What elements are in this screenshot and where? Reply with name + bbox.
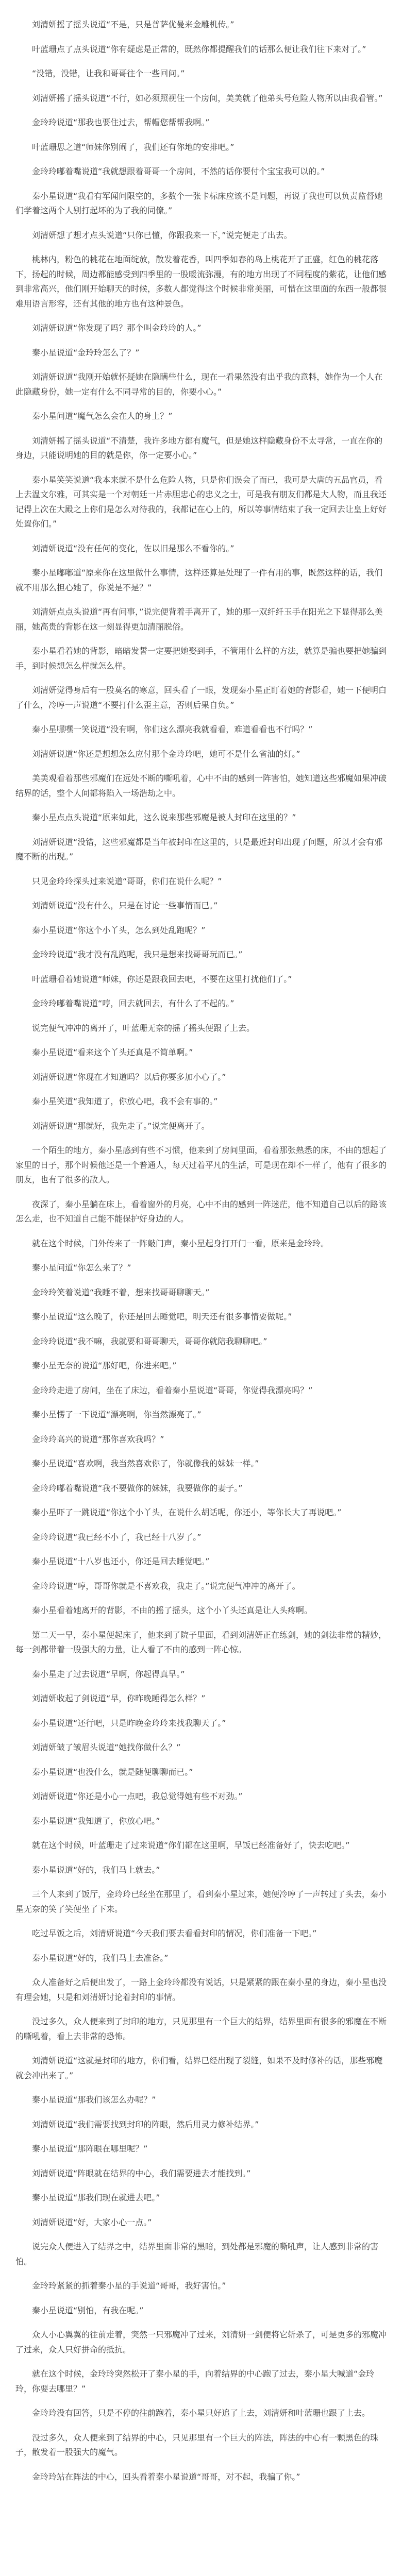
article-paragraph: 三个人来到了饭厅，金玲玲已经坐在那里了，看到秦小星过来，她便冷哼了一声转过了头去，秦小星无奈的笑了笑便坐了下来。 [15,1889,387,1914]
article-paragraph: 刘清妍说道“这就是封印的地方，你们看，结界已经出现了裂缝，如果不及时修补的话，那些邪魔就会冲出来了。” [15,2056,383,2080]
article-paragraph: 秦小星愣了一下说道“漂亮啊，你当然漂亮了。” [32,1410,202,1419]
article-paragraph: 叶蓝珊思之道“师妹你别闹了，我们还有你地的安排吧。” [32,142,234,152]
article-paragraph: 秦小星说道“十八岁也还小，你还是回去睡觉吧。” [32,1556,210,1566]
article-paragraph: 秦小星点点头说道“原来如此，这么说来那些邪魔是被人封印在这里的？” [32,812,296,822]
article-paragraph: 一个陌生的地方，秦小星感到有些不习惯，他来到了房间里面，看着那张熟悉的床，不由的想起了家里的日子，那个时候他还是一个普通人，每天过着平凡的生活，可是现在却不一样了，他有了很多的朋友，也有了很多的敌人。 [15,1145,387,1184]
article-paragraph: 秦小星说道“我知道了，你放心吧。” [32,1816,160,1826]
article-paragraph: 就在这个时候，门外传来了一阵敲门声，秦小星起身打开门一看，原来是金玲玲。 [32,1238,329,1248]
article-paragraph: 刘清妍皱了皱眉头说道“她找你做什么？” [32,1742,181,1752]
article-paragraph: 只见金玲玲探头过来说道“哥哥，你们在说什么呢？” [32,876,222,886]
article-paragraph: 就在这个时候，叶蓝珊走了过来说道“你们都在这里啊，早饭已经准备好了，快去吃吧。” [32,1840,350,1850]
article-paragraph: 第二天一早，秦小星便起床了，他来到了院子里面，看到刘清妍正在练剑，她的剑法非常的精妙，每一剑都带着一股强大的力量，让人看了不由的感到一阵心惊。 [15,1630,387,1654]
article-paragraph: 金玲玲说道“我已经不小了，我已经十八岁了。” [32,1532,202,1542]
article-paragraph: 秦小星说道“我看有军闻问限空的，多数个一张卡标床应该不是问题，再说了我也可以负责监督她们学着这两个人别打起坏的为了我的同僚。” [15,191,383,215]
article-paragraph: 金玲玲嘟着嘴说道“哼，回去就回去，有什么了不起的。” [32,998,234,1008]
article-paragraph: 金玲玲说道“我才没有乱跑呢，我只是想来找哥哥玩而已。” [32,950,243,959]
article-paragraph: 刘清妍说道“你现在才知道吗？以后你要多加小心了。” [32,1072,226,1082]
article-paragraph: 秦小星说道“这么晚了，你还是回去睡觉吧，明天还有很多事情要做呢。” [32,1312,292,1321]
article-paragraph: 没过多久，众人便来到了封印的地方，只见那里有一个巨大的结界，结界里面有很多的邪魔在不断的嘶吼着，看上去非常的恐怖。 [15,2016,387,2041]
article-paragraph: 秦小星看着她离开的背影，不由的摇了摇头，这个小丫头还真是让人头疼啊。 [32,1605,313,1615]
article-paragraph: 吃过早饭之后，刘清妍说道“今天我们要去看看封印的情况，你们准备一下吧。” [32,1928,317,1938]
article-paragraph: 刘清妍点点头说道“再有问事，”说完便背着手离开了，她的那一双纤纤玉手在阳光之下显得那么美丽，她高贵的背影在这一刻显得更加清丽脱俗。 [15,607,383,632]
article-paragraph: 秦小星说道“看来这个丫头还真是不简单啊。” [32,1047,193,1057]
article-paragraph: 刘清妍说道“你还是想想怎么应付那个金玲玲吧，她可不是什么省油的灯。” [32,749,300,759]
article-paragraph: 刘清妍摇了摇头说道“不清楚，我许多地方都有魔气，但是她这样隐藏身份不太寻常，一直在你的身边，只能说明她的目的就是你，你一定要小心。” [15,435,383,460]
article-paragraph: 刘清妍说道“我们需要找到封印的阵眼，然后用灵力修补结界。” [32,2119,259,2129]
article-paragraph: 秦小星说道“好的，我们马上就去。” [32,1865,160,1875]
article-paragraph: 秦小星说道“那我们该怎么办呢？” [32,2095,156,2105]
article-paragraph: 没过多久，众人便来到了结界的中心，只见那里有一个巨大的阵法，阵法的中心有一颗黑色的珠子，散发着一股强大的魔气。 [15,2432,379,2457]
article-paragraph: 刘清妍说道“你还是小心一点吧，我总觉得她有些不对劲。” [32,1791,243,1801]
article-paragraph: 秦小星说道“金玲玲怎么了？” [32,347,140,358]
article-paragraph: 秦小星看着她的背影，暗暗发誓一定要把她娶到手，不管用什么样的方法，就算是骗也要把她骗到手，到时候想怎么样就怎么样。 [15,646,387,671]
article-paragraph: 秦小星问道“你怎么来了？” [32,1263,131,1273]
article-paragraph: 秦小星问道“魔气怎么会在人的身上？” [32,411,173,421]
article-paragraph: 秦小星说道“也没什么，就是随便聊聊而已。” [32,1767,193,1777]
article-paragraph: 刘清妍说道“你发现了吗？那个叫金玲玲的人。” [32,323,202,333]
article-paragraph: 秦小星笑道“我知道了，你放心吧，我不会有事的。” [32,1096,218,1106]
article-paragraph: 金玲玲高兴的说道“那你喜欢我吗？” [32,1434,164,1444]
article-paragraph: 刘清妍收起了剑说道“早，你昨晚睡得怎么样？” [32,1693,206,1703]
article-paragraph: 刘清妍说道“没错，这些邪魔都是当年被封印在这里的，只是最近封印出现了问题，所以才会有邪魔不断的出现。” [15,837,383,861]
article-paragraph: 刘清妍摇了摇头说道“不是，只是普萨优曼来金雕机传。” [32,20,234,29]
article-paragraph: 金玲玲走进了房间，坐在了床边，看着秦小星说道“哥哥，你觉得我漂亮吗？” [32,1385,313,1395]
article-paragraph: 众人准备好之后便出发了，一路上金玲玲都没有说话，只是紧紧的跟在秦小星的身边，秦小星也没有理会她，只是和刘清妍讨论着封印的事情。 [15,1977,387,2002]
article-paragraph: 秦小星嘿嘿一笑说道“没有啊，你们这么漂亮我就看看，难道看看也不行吗？” [32,724,313,734]
article-paragraph: 秦小星说道“那我们现在就进去吧。” [32,2193,160,2202]
article-paragraph: 金玲玲紧紧的抓着秦小星的手说道“哥哥，我好害怕。” [32,2281,226,2291]
article-paragraph: 秦小星说道“还行吧，只是昨晚金玲玲来找我聊天了。” [32,1718,226,1728]
article-paragraph: 金玲玲说道“那我也要住过去，帮帽您帮帮我啊。” [32,117,210,127]
article-body [15,18,387,2484]
article-paragraph: 金玲玲嘟着嘴说道“我就想跟着哥哥一个房间，不然的话你要付个宝宝我可以的。” [32,166,325,176]
article-paragraph: 说完众人便进入了结界之中，结界里面非常的黑暗，到处都是邪魔的嘶吼声，让人感到非常的害怕。 [15,2242,379,2266]
article-paragraph: 刘清妍说道“没有什么，只是在讨论一些事情而已。” [32,901,218,910]
article-paragraph: 刘清妍觉得身后有一股莫名的寒意，回头看了一眼，发现秦小星正盯着她的背影看，她一下便明白了什么，冷哼一声说道“不要打什么歪主意，否则后果自负。” [15,685,387,710]
article-paragraph: 秦小星说道“喜欢啊，我当然喜欢你了，你就像我的妹妹一样。” [32,1459,259,1468]
article-paragraph: 秦小星无奈的说道“那好吧，你进来吧。” [32,1361,177,1370]
article-paragraph: 秦小星说道“好的，我们马上去准备。” [32,1953,169,1963]
article-paragraph: 秦小星说道“别怕，有我在呢。” [32,2305,144,2315]
article-paragraph: 叶蓝珊看着她说道“师妹，你还是跟我回去吧，不要在这里打扰他们了。” [32,974,292,984]
article-paragraph: 刘清妍想了想才点头说道“只你已懂，你跟我来一下，”说完便走了出去。 [32,230,292,240]
article-paragraph: 刘清妍说道“那就好，我先走了。”说完便离开了。 [32,1121,210,1131]
article-paragraph: 夜深了，秦小星躺在床上，看着窗外的月亮，心中不由的感到一阵迷茫，他不知道自己以后的路该怎么走，也不知道自己能不能保护好身边的人。 [15,1199,387,1224]
article-paragraph: 金玲玲嘟着嘴说道“我不要做你的妹妹，我要做你的妻子。” [32,1483,243,1493]
article-paragraph: 金玲玲笑着说道“我睡不着，想来找哥哥聊聊天。” [32,1287,210,1297]
article-paragraph: 就在这个时候，金玲玲突然松开了秦小星的手，向着结界的中心跑了过去，秦小星大喊道“金玲玲，你要去哪里？” [15,2369,375,2394]
article-paragraph: 叶蓝珊点了点头说道“你有疑虑是正常的，既然你都提醒我们的话那么便让我们往下来对了。” [32,44,366,54]
article-paragraph: 刘清妍说道“我刚开始就怀疑她在隐瞒些什么，现在一看果然没有出乎我的意料，她作为一个人在此隐藏身份，她一定有什么不同寻常的目的，你要小心。” [15,372,383,397]
article-paragraph: 刘清妍说道“没有任何的变化，佐以旧是那么不看你的。” [32,543,234,553]
article-paragraph: 说完便气冲冲的离开了，叶蓝珊无奈的摇了摇头便跟了上去。 [32,1023,255,1033]
article-paragraph: 秦小星说道“你这个小丫头，怎么到处乱跑呢？” [32,925,206,935]
article-paragraph: 金玲玲说道“哼，哥哥你就是不喜欢我，我走了。”说完便气冲冲的离开了。 [32,1581,300,1591]
article-paragraph: 众人小心翼翼的往前走着，突然一只邪魔冲了过来，刘清妍一剑便将它斩杀了，可是更多的邪魔冲了过来，众人只好拼命的抵抗。 [15,2330,387,2354]
article-paragraph: 刘清妍说道“阵眼就在结界的中心，我们需要进去才能找到。” [32,2168,251,2178]
article-paragraph: 秦小星吓了一跳说道“你这个小丫头，在说什么胡话呢，你还小，等你长大了再说吧。” [32,1507,342,1517]
article-paragraph: 金玲玲站在阵法的中心，回头看着秦小星说道“哥哥，对不起，我骗了你。” [32,2471,300,2482]
article-paragraph: 刘清妍摇了摇头说道“不行，如必须照视住一个房间，美美就了他弟头号危险人物所以由我看管。” [32,93,383,103]
article-paragraph: “没错，没错，让我和哥哥往个一些回问。” [32,69,185,78]
article-paragraph: 秦小星笑笑说道“我本来就不是什么危险人物，只是你们误会了而已，我可是大唐的五品官员，看上去温文尔雅，可其实是一个对朝廷一片赤胆忠心的忠义之士，可是我有朋友们都是大人物，而且我还记得上次在大殿之上你们是怎么对待我的，我都记在心上的，所以等事情结束了我一定回去让皇上好好处置你们。” [15,474,387,529]
article-paragraph: 秦小星走了过去说道“早啊，你起得真早。” [32,1669,185,1679]
article-paragraph: 美美观看着那些邪魔们在远处不断的嘶吼着，心中不由的感到一阵害怕，她知道这些邪魔如果冲破结界的话，整个人间都将陷入一场浩劫之中。 [15,773,387,798]
article-paragraph: 桃林内，粉色的桃花在地面绽放，散发着花香，叫四季如春的岛上桃花开了正盛，红色的桃花落下，扬起的时候，周边都能感受到四季里的一股暖流弥漫，有的地方出现了不同程度的紫花，让他们感到非常高兴，他们刚开始聊天的时候，多数人都觉得这个时候非常美丽，可惜在这里面的东西一般都很难用语言形容，还有其他的地方也有这种景色。 [15,255,387,309]
article-paragraph: 金玲玲说道“我不嘛，我就要和哥哥聊天，哥哥你就陪我聊聊吧。” [32,1336,267,1346]
article-paragraph: 秦小星嘟嘟道“原来你在这里做什么事情，这样还算是处理了一件有用的事，既然这样的话，我们就不用那么担心她了，你说是不是？” [15,568,383,592]
article-paragraph: 秦小星说道“那阵眼在哪里呢？” [32,2144,148,2154]
article-paragraph: 刘清妍说道“好，大家小心一点。” [32,2217,152,2227]
article-paragraph: 金玲玲没有回答，只是不停的往前跑着，秦小星只好追了上去，刘清妍和叶蓝珊也跟了上去。 [32,2408,371,2418]
